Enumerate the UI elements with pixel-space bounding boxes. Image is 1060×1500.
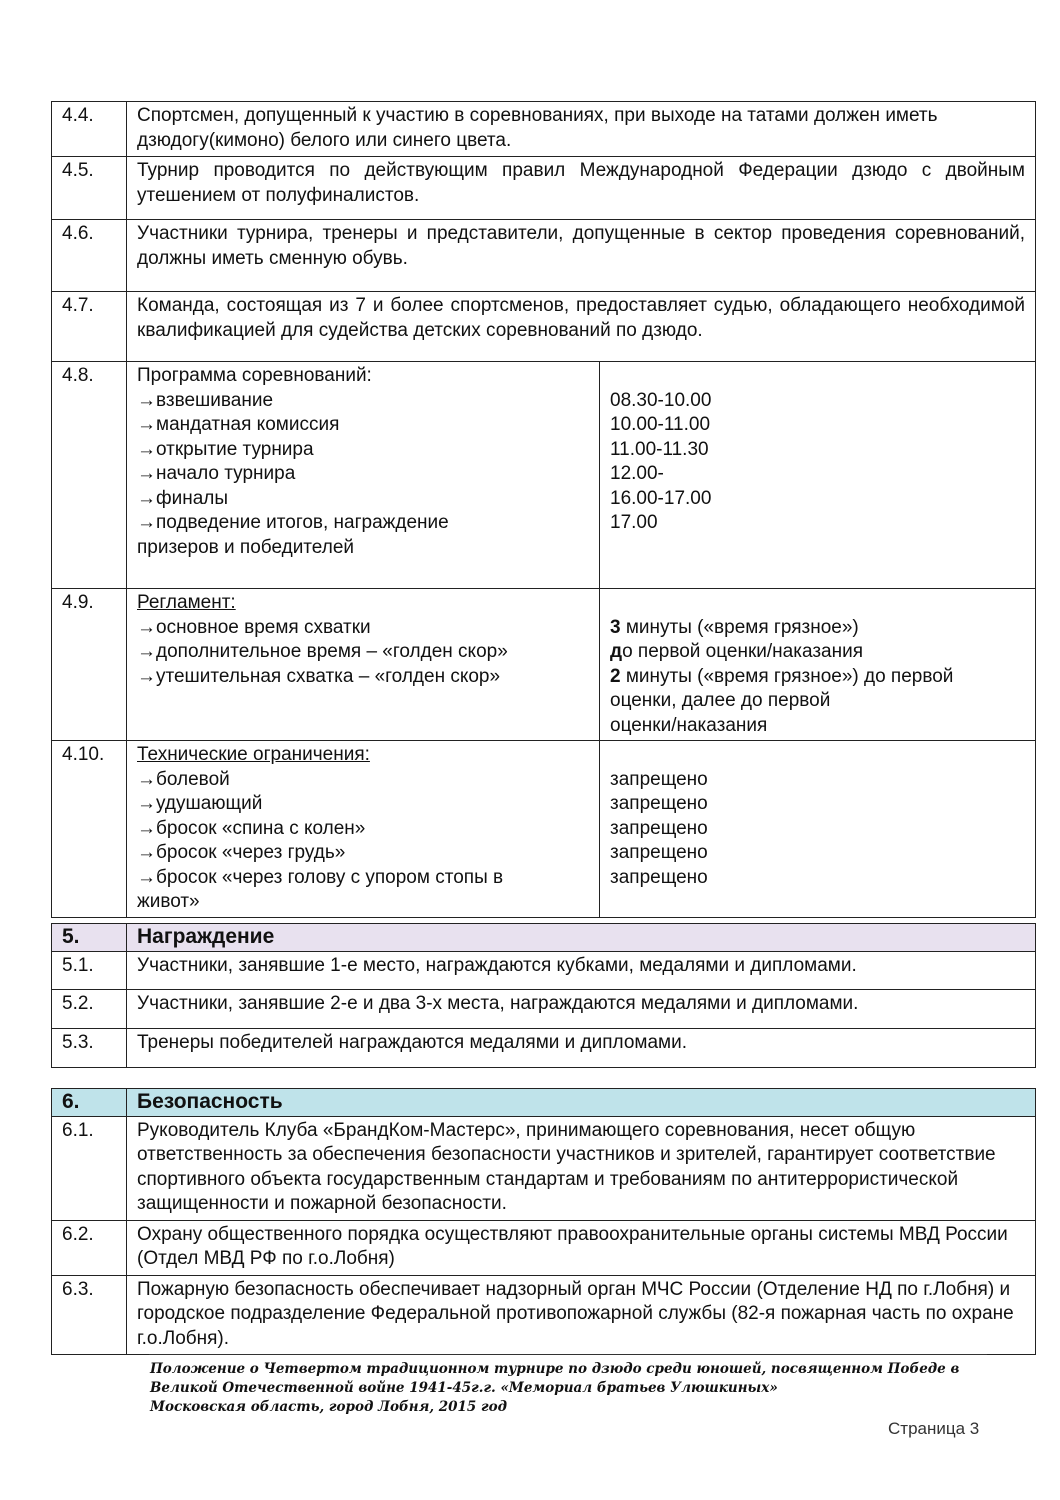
row-number: 4.5.	[52, 157, 127, 220]
table-row	[52, 989, 1036, 1028]
section-number: 6.	[52, 1089, 127, 1117]
regulation-value: оценки/наказания	[610, 714, 768, 736]
section-header	[52, 924, 1036, 952]
row-number: 4.6.	[52, 220, 127, 292]
list-item: →утешительная схватка – «голден скор»	[137, 665, 501, 687]
section-title: Награждение	[127, 924, 1036, 952]
restrictions-row	[52, 741, 1036, 918]
section-6-table	[51, 1088, 1036, 1355]
footer-divider	[149, 1354, 987, 1355]
row-number: 5.2.	[52, 989, 127, 1028]
program-title: Программа соревнований:	[137, 365, 372, 386]
regulation-value: до первой оценки/наказания	[610, 641, 863, 662]
regulation-value: 2 минуты («время грязное») до первой	[610, 665, 954, 687]
time-value: 17.00	[610, 512, 658, 533]
footer-line-2: Великой Отечественной войне 1941-45г.г. «Мемориал братьев Улюшкиных»	[150, 1380, 778, 1396]
program-items	[137, 389, 589, 561]
list-item: →взвешивание	[137, 389, 274, 411]
row-number: 4.7.	[52, 292, 127, 362]
list-item: →бросок «спина с колен»	[137, 817, 366, 839]
table-row	[52, 1220, 1036, 1275]
row-text: Пожарную безопасность обеспечивает надзорный орган МЧС России (Отделение НД по г.Лобня) и городское подразделение Федеральной противопожарной службы (82-я пожарная часть по охране г.о.Лобня).	[127, 1275, 1036, 1355]
row-number: 4.10.	[52, 741, 127, 918]
list-item: →бросок «через голову с упором стопы в	[137, 866, 504, 888]
restriction-value: запрещено	[610, 768, 708, 790]
section-title: Безопасность	[127, 1089, 1036, 1117]
section-5-table	[51, 923, 1036, 1068]
section-4-table	[51, 101, 1036, 918]
program-times	[610, 389, 1025, 536]
regulations-row	[52, 589, 1036, 741]
page-number: Страница 3	[888, 1419, 980, 1438]
row-text: Тренеры победителей награждаются медалями и дипломами.	[127, 1028, 1036, 1067]
time-value: 11.00-11.30	[610, 438, 709, 460]
list-item: →начало турнира	[137, 463, 296, 484]
table-row	[52, 102, 1036, 157]
regulation-value: оценки, далее до первой	[610, 690, 831, 711]
row-number: 6.2.	[52, 1220, 127, 1275]
regulation-value: 3 минуты («время грязное»)	[610, 616, 859, 638]
time-value: 08.30-10.00	[610, 389, 712, 411]
row-number: 4.9.	[52, 589, 127, 741]
row-text: Охрану общественного порядка осуществляют правоохранительные органы системы МВД России (Отдел МВД РФ по г.о.Лобня)	[127, 1220, 1036, 1275]
list-item: →дополнительное время – «голден скор»	[137, 641, 508, 662]
row-number: 5.1.	[52, 951, 127, 989]
list-item: →удушающий	[137, 793, 263, 814]
restrictions-title: Технические ограничения:	[137, 744, 370, 765]
row-text: Турнир проводится по действующим правил Международной Федерации дзюдо с двойным утешением от полуфиналистов.	[127, 157, 1036, 220]
list-item: призеров и победителей	[137, 536, 354, 558]
row-number: 4.8.	[52, 362, 127, 589]
section-header	[52, 1089, 1036, 1117]
row-text: Руководитель Клуба «БрандКом-Мастерс», принимающего соревнования, несет общую ответственность за обеспечения безопасности участников и зрителей, гарантирует соответствие спортивного объекта государственным стандартам и требованиям по антитеррористической защищенности и пожарной безопасности.	[127, 1116, 1036, 1220]
list-item: →мандатная комиссия	[137, 414, 340, 435]
list-item: →подведение итогов, награждение	[137, 512, 449, 533]
row-text: Участники, занявшие 1-е место, награждаются кубками, медалями и дипломами.	[127, 951, 1036, 989]
list-item: →открытие турнира	[137, 438, 314, 460]
program-row	[52, 362, 1036, 589]
row-text: Участники, занявшие 2-е и два 3-х места, награждаются медалями и дипломами.	[127, 989, 1036, 1028]
page-footer	[150, 1360, 990, 1417]
row-number: 5.3.	[52, 1028, 127, 1067]
row-text: Участники турнира, тренеры и представители, допущенные в сектор проведения соревнований, должны иметь сменную обувь.	[127, 220, 1036, 292]
table-row	[52, 1116, 1036, 1220]
list-item: →основное время схватки	[137, 616, 371, 638]
table-row	[52, 951, 1036, 989]
time-value: 16.00-17.00	[610, 487, 712, 509]
list-item: →болевой	[137, 768, 230, 790]
row-text: Спортсмен, допущенный к участию в соревнованиях, при выходе на татами должен иметь дзюдогу(кимоно) белого или синего цвета.	[127, 102, 1036, 157]
table-row	[52, 1028, 1036, 1067]
time-value: 12.00-	[610, 463, 664, 484]
restriction-value: запрещено	[610, 842, 708, 863]
table-row	[52, 292, 1036, 362]
table-row	[52, 220, 1036, 292]
footer-line-3: Московская область, город Лобня, 2015 год	[150, 1399, 507, 1415]
section-number: 5.	[52, 924, 127, 952]
restriction-value: запрещено	[610, 817, 708, 839]
row-number: 6.1.	[52, 1116, 127, 1220]
list-item: →финалы	[137, 487, 229, 509]
row-number: 6.3.	[52, 1275, 127, 1355]
row-number: 4.4.	[52, 102, 127, 157]
list-item: →бросок «через грудь»	[137, 842, 346, 863]
row-text: Команда, состоящая из 7 и более спортсменов, предоставляет судью, обладающего необходимой квалификацией для судейства детских соревнований по дзюдо.	[127, 292, 1036, 362]
footer-line-1: Положение о Четвертом традиционном турнире по дзюдо среди юношей, посвященном Победе в	[150, 1361, 960, 1377]
restriction-value: запрещено	[610, 793, 708, 814]
regulations-title: Регламент:	[137, 592, 236, 613]
table-row	[52, 1275, 1036, 1355]
time-value: 10.00-11.00	[610, 414, 711, 435]
table-row	[52, 157, 1036, 220]
restriction-value: запрещено	[610, 866, 708, 888]
list-item: живот»	[137, 891, 200, 912]
